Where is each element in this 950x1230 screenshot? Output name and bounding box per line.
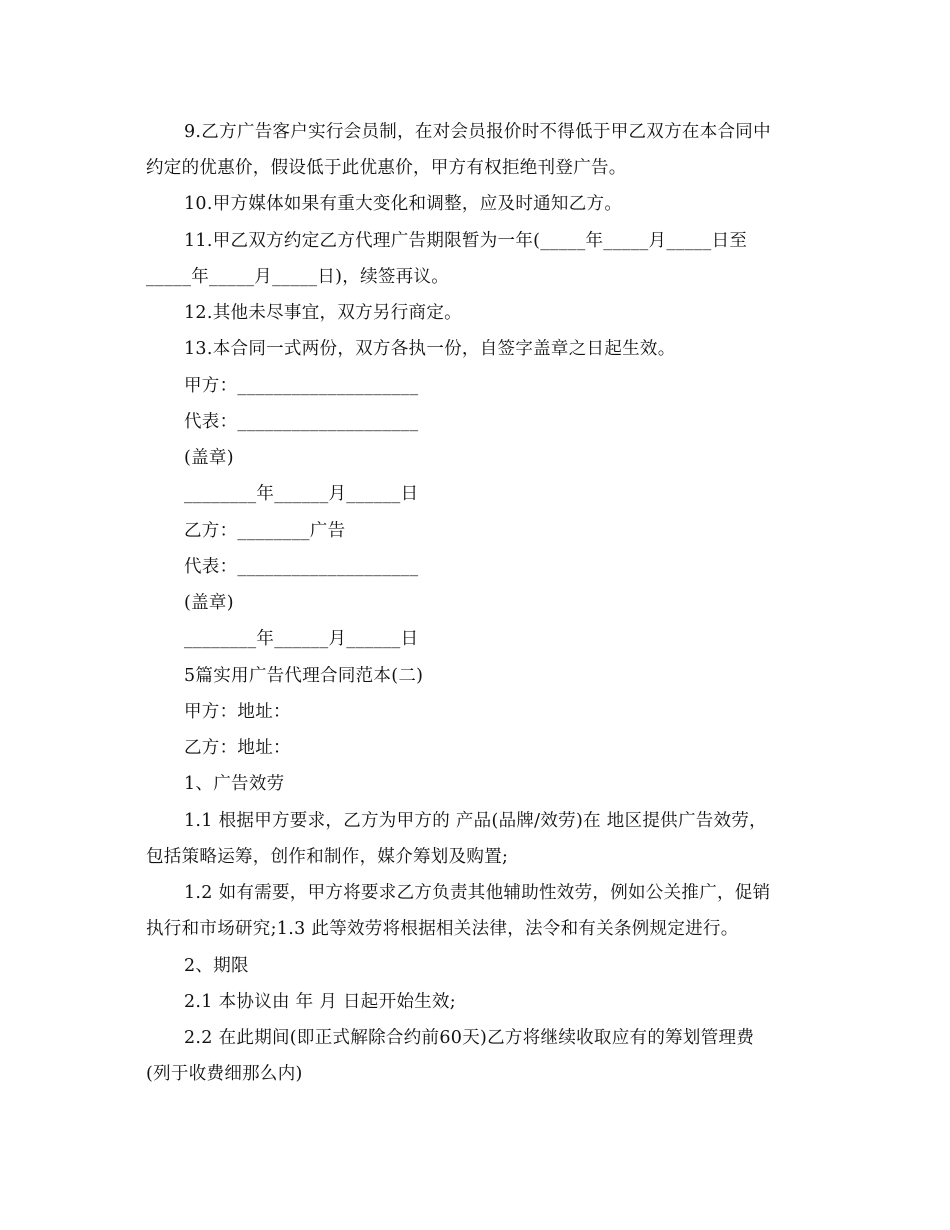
party-a-signature: 甲方：____________________ — [184, 376, 419, 396]
clause-10: 10.甲方媒体如果有重大变化和调整，应及时通知乙方。 — [184, 194, 623, 214]
clause-1-2-line-2: 执行和市场研究;1.3 此等效劳将根据相关法律，法令和有关条例规定进行。 — [146, 919, 739, 939]
party-b-signature: 乙方：________广告 — [184, 521, 346, 541]
clause-12: 12.其他未尽事宜，双方另行商定。 — [184, 303, 462, 323]
clause-13: 13.本合同一式两份，双方各执一份，自签字盖章之日起生效。 — [184, 339, 676, 359]
clause-2-2-line-1: 2.2 在此期间(即正式解除合约前60天)乙方将继续收取应有的筹划管理费 — [184, 1028, 755, 1048]
clause-11-line-1: 11.甲乙双方约定乙方代理广告期限暂为一年(_____年_____月_____日至 — [184, 231, 748, 251]
party-a-address: 甲方：地址： — [184, 702, 291, 722]
clause-1-2-line-1: 1.2 如有需要，甲方将要求乙方负责其他辅助性效劳，例如公关推广，促销 — [184, 883, 771, 903]
clause-2-1: 2.1 本协议由 年 月 日起开始生效; — [184, 992, 456, 1012]
heading-advertising-service: 1、广告效劳 — [184, 774, 285, 794]
section-title: 5篇实用广告代理合同范本(二) — [184, 666, 424, 686]
clause-11-line-2: _____年_____月_____日)，续签再议。 — [146, 267, 450, 287]
party-a-seal: (盖章) — [184, 448, 234, 468]
heading-term: 2、期限 — [184, 956, 249, 976]
party-b-address: 乙方：地址： — [184, 738, 291, 758]
party-b-seal: (盖章) — [184, 593, 234, 613]
party-b-representative: 代表：____________________ — [184, 557, 419, 577]
party-a-representative: 代表：____________________ — [184, 412, 419, 432]
clause-9-line-1: 9.乙方广告客户实行会员制，在对会员报价时不得低于甲乙双方在本合同中 — [184, 122, 771, 142]
clause-2-2-line-2: (列于收费细那么内) — [146, 1064, 303, 1084]
clause-9-line-2: 约定的优惠价，假设低于此优惠价，甲方有权拒绝刊登广告。 — [146, 158, 627, 178]
party-b-date: ________年______月______日 — [184, 629, 419, 649]
party-a-date: ________年______月______日 — [184, 484, 419, 504]
clause-1-1-line-2: 包括策略运筹，创作和制作，媒介筹划及购置; — [146, 847, 509, 867]
clause-1-1-line-1: 1.1 根据甲方要求，乙方为甲方的 产品(品牌/效劳)在 地区提供广告效劳， — [184, 811, 767, 831]
